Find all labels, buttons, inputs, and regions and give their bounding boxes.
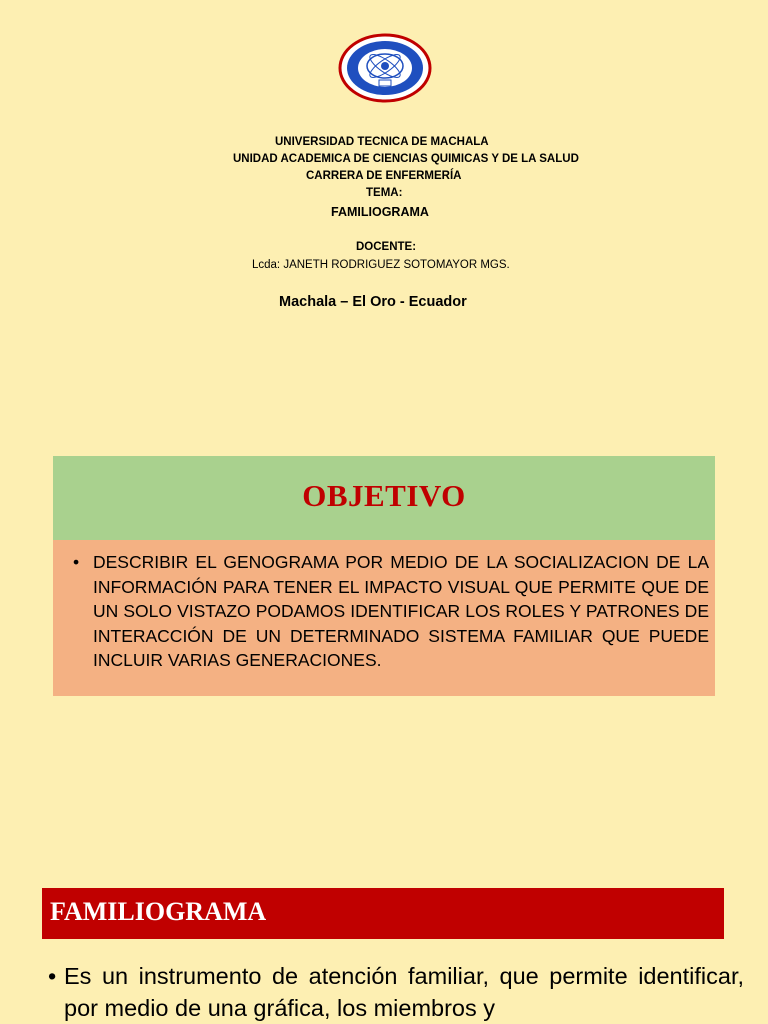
teacher-name: Lcda: JANETH RODRIGUEZ SOTOMAYOR MGS. <box>252 259 510 271</box>
location: Machala – El Oro - Ecuador <box>279 294 467 310</box>
career-name: CARRERA DE ENFERMERÍA <box>306 170 462 182</box>
objective-title: OBJETIVO <box>302 478 466 513</box>
university-name: UNIVERSIDAD TECNICA DE MACHALA <box>275 136 489 148</box>
topic-title: FAMILIOGRAMA <box>331 205 429 219</box>
bullet-icon: • <box>73 552 80 572</box>
topic-label: TEMA: <box>366 187 403 199</box>
familiograma-title: FAMILIOGRAMA <box>50 897 267 926</box>
objective-bullet-item <box>73 550 709 673</box>
teacher-label: DOCENTE: <box>356 241 417 253</box>
university-seal-icon <box>337 33 433 103</box>
familiograma-text: Es un instrumento de atención familiar, que permite identificar, por medio de una gráfica, los miembros y <box>64 963 744 1021</box>
objective-header <box>53 456 715 540</box>
objective-text: DESCRIBIR EL GENOGRAMA POR MEDIO DE LA SOCIALIZACION DE LA INFORMACIÓN PARA TENER EL IMPACTO VISUAL QUE PERMITE QUE DE UN SOLO VISTAZO PODAMOS IDENTIFICAR LOS ROLES Y PATRONES DE INTERACCIÓN DE UN DETERMINADO SISTEMA FAMILIAR QUE PUEDE INCLUIR VARIAS GENERACIONES. <box>93 552 709 670</box>
familiograma-bullet-item <box>48 960 744 1024</box>
familiograma-header <box>42 888 724 939</box>
objective-body <box>53 540 715 696</box>
bullet-icon: • <box>48 963 57 989</box>
academic-unit: UNIDAD ACADEMICA DE CIENCIAS QUIMICAS Y DE LA SALUD <box>233 153 579 165</box>
